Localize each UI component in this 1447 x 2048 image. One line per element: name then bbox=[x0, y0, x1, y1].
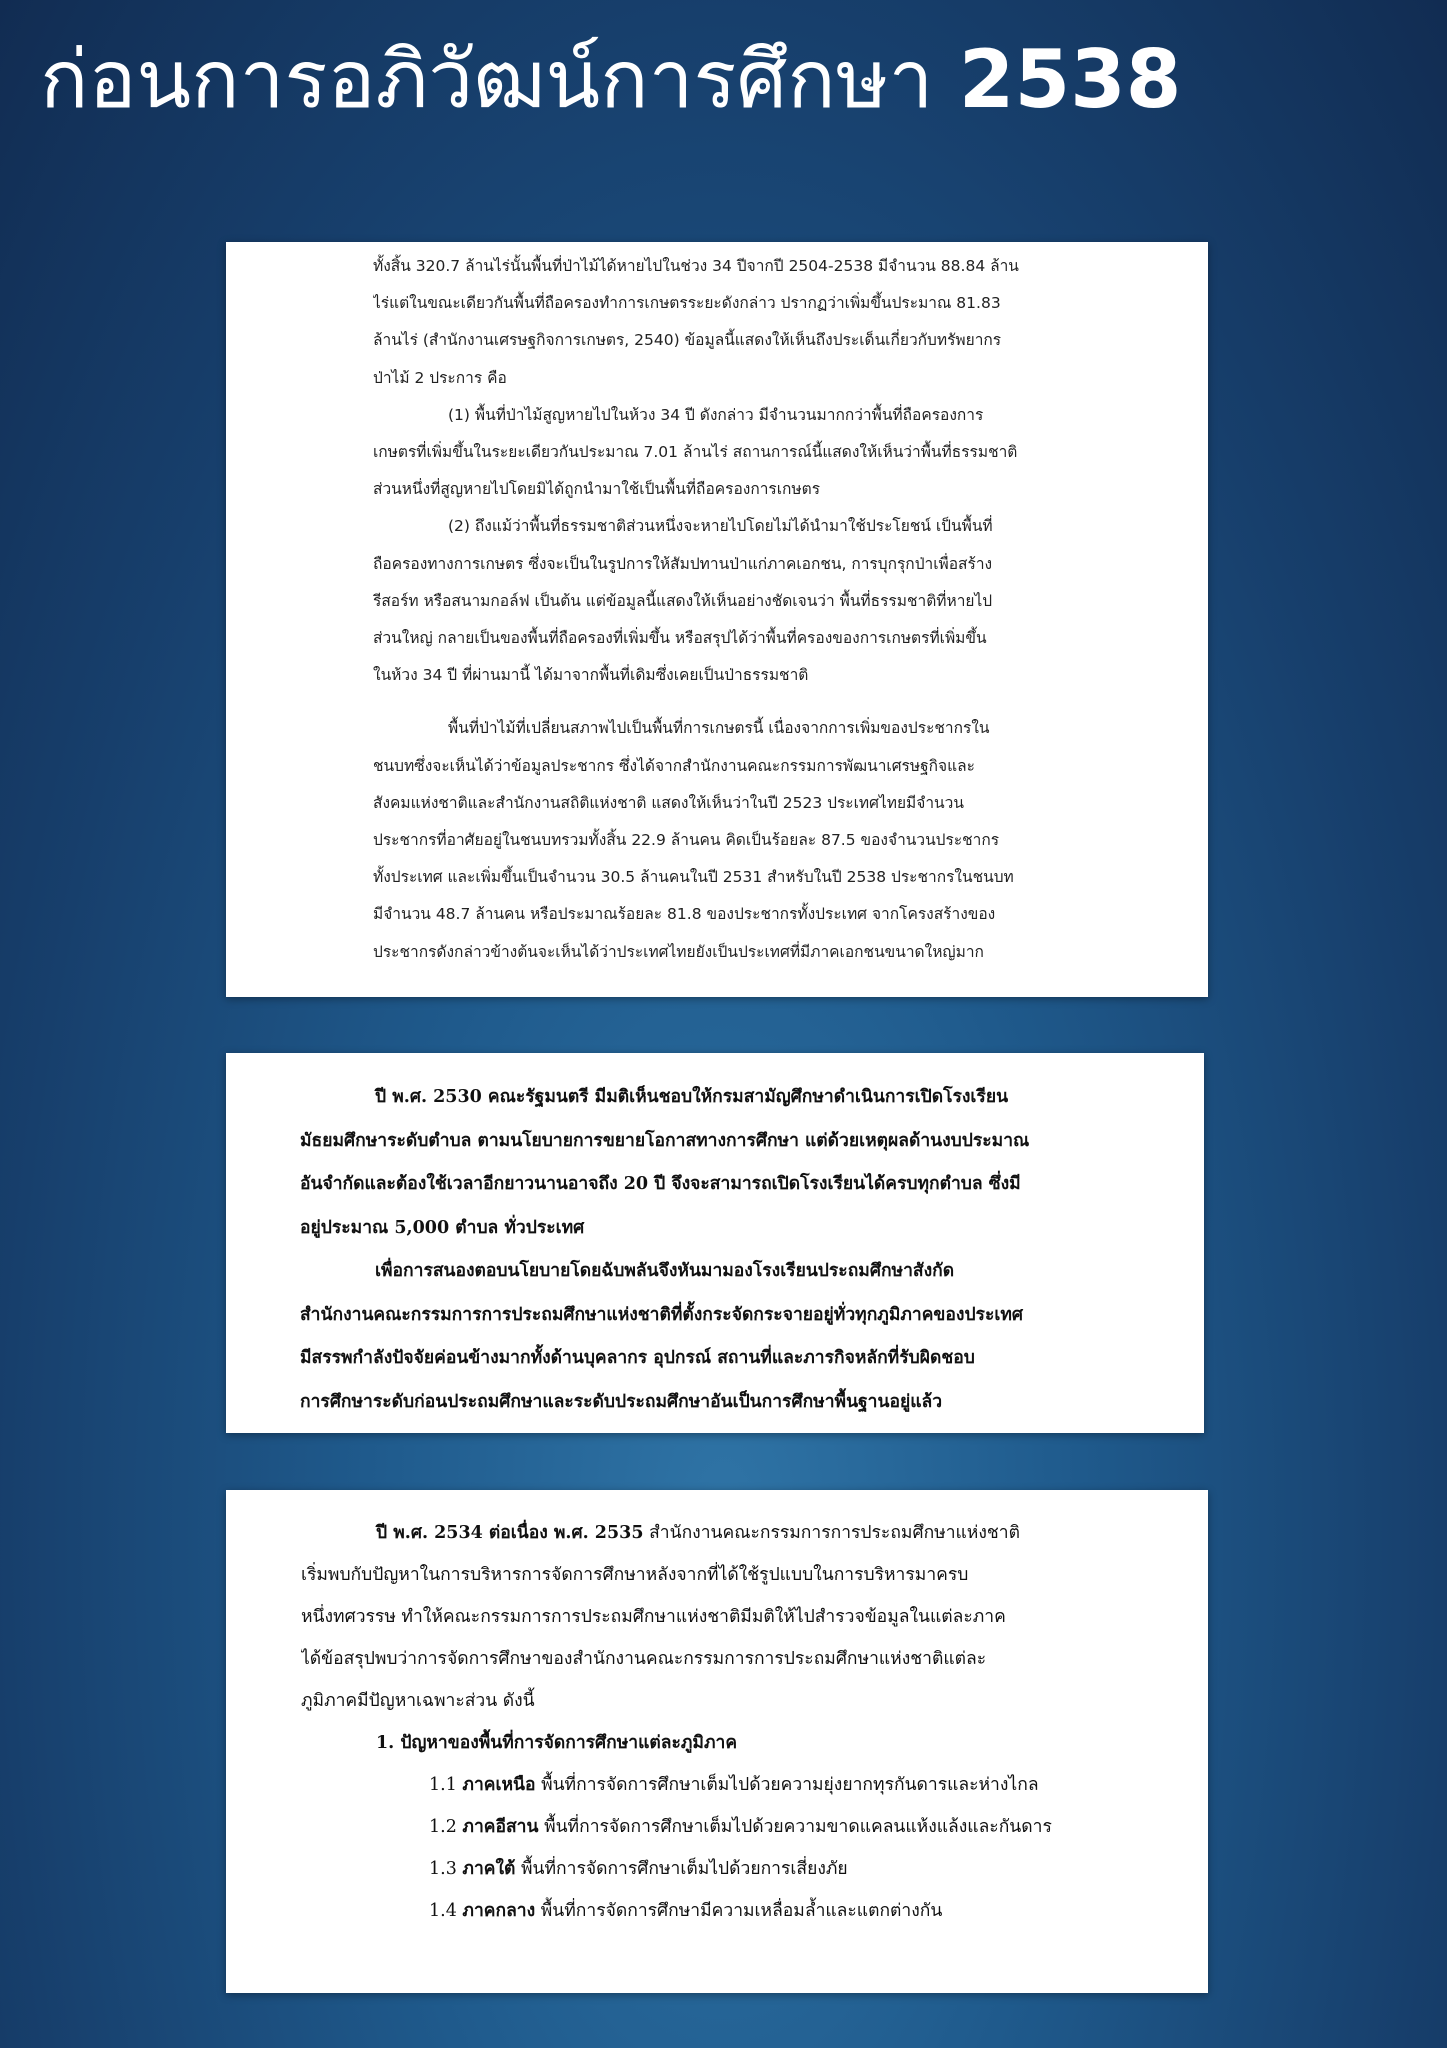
doc2-line: สำนักงานคณะกรรมการการประถมศึกษาแห่งชาติที่ตั้งกระจัดกระจายอยู่ทั่วทุกภูมิภาคของประเทศ bbox=[300, 1304, 1023, 1325]
item-number: 1.3 bbox=[429, 1859, 457, 1879]
doc1-line: สังคมแห่งชาติและสำนักงานสถิติแห่งชาติ แสดงให้เห็นว่าในปี 2523 ประเทศไทยมีจำนวน bbox=[373, 793, 964, 812]
doc1-line: ป่าไม้ 2 ประการ คือ bbox=[373, 368, 507, 387]
doc3-line: เริ่มพบกับปัญหาในการบริหารการจัดการศึกษาหลังจากที่ได้ใช้รูปแบบในการบริหารมาครบ bbox=[301, 1565, 969, 1585]
doc1-line: ไร่แต่ในขณะเดียวกันพื้นที่ถือครองทำการเกษตรระยะดังกล่าว ปรากฏว่าเพิ่มขึ้นประมาณ 81.83 bbox=[373, 294, 1001, 313]
doc2-line: มัธยมศึกษาระดับตำบล ตามนโยบายการขยายโอกาสทางการศึกษา แต่ด้วยเหตุผลด้านงบประมาณ bbox=[300, 1130, 1030, 1151]
item-text: พื้นที่การจัดการศึกษาเต็มไปด้วยความยุ่งยากทุรกันดารและห่างไกล bbox=[541, 1775, 1039, 1795]
item-number: 1.1 bbox=[429, 1775, 457, 1795]
doc3-line: ภูมิภาคมีปัญหาเฉพาะส่วน ดังนี้ bbox=[301, 1691, 535, 1711]
doc3-item bbox=[301, 1764, 1201, 1806]
page-title bbox=[40, 20, 1410, 140]
item-region: ภาคอีสาน bbox=[462, 1817, 539, 1837]
item-text: พื้นที่การจัดการศึกษามีความเหลื่อมล้ำและแตกต่างกัน bbox=[540, 1901, 943, 1921]
item-region: ภาคเหนือ bbox=[462, 1775, 536, 1795]
item-text: พื้นที่การจัดการศึกษาเต็มไปด้วยความขาดแคลนแห้งแล้งและกันดาร bbox=[544, 1817, 1052, 1837]
doc1-line: ส่วนหนึ่งที่สูญหายไปโดยมิได้ถูกนำมาใช้เป็นพื้นที่ถือครองการเกษตร bbox=[373, 480, 821, 499]
doc3-item bbox=[301, 1890, 1201, 1932]
doc1-line: ประชากรที่อาศัยอยู่ในชนบทรวมทั้งสิ้น 22.9 ล้านคน คิดเป็นร้อยละ 87.5 ของจำนวนประชากร bbox=[373, 831, 1000, 850]
document-excerpt-forest-population bbox=[226, 242, 1208, 997]
doc1-line: ถือครองทางการเกษตร ซึ่งจะเป็นในรูปการให้สัมปทานป่าแก่ภาคเอกชน, การบุกรุกป่าเพื่อสร้าง bbox=[373, 554, 993, 573]
title-year: 2538 bbox=[958, 33, 1182, 126]
doc1-line: ทั้งประเทศ และเพิ่มขึ้นเป็นจำนวน 30.5 ล้านคนในปี 2531 สำหรับในปี 2538 ประชากรในชนบท bbox=[373, 868, 1014, 887]
doc1-line: ประชากรดังกล่าวข้างต้นจะเห็นได้ว่าประเทศไทยยังเป็นประเทศที่มีภาคเอกชนขนาดใหญ่มาก bbox=[373, 942, 984, 961]
title-text: ก่อนการอภิวัฒน์การศึกษา bbox=[40, 33, 934, 126]
doc3-line: หนึ่งทศวรรษ ทำให้คณะกรรมการการประถมศึกษาแห่งชาติมีมติให้ไปสำรวจข้อมูลในแต่ละภาค bbox=[301, 1607, 1006, 1627]
doc1-line: มีจำนวน 48.7 ล้านคน หรือประมาณร้อยละ 81.8 ของประชากรทั้งประเทศ จากโครงสร้างของ bbox=[373, 905, 996, 924]
item-text: พื้นที่การจัดการศึกษาเต็มไปด้วยการเสี่ยงภัย bbox=[520, 1859, 848, 1879]
item-region: ภาคกลาง bbox=[462, 1901, 536, 1921]
doc1-line: ส่วนใหญ่ กลายเป็นของพื้นที่ถือครองที่เพิ่มขึ้น หรือสรุปได้ว่าพื้นที่ครองของการเกษตรที่เพิ่มขึ้น bbox=[373, 629, 987, 648]
doc2-line: อันจำกัดและต้องใช้เวลาอีกยาวนานอาจถึง 20 ปี จึงจะสามารถเปิดโรงเรียนได้ครบทุกตำบล ซึ่งมี bbox=[300, 1174, 1021, 1194]
doc1-line: เกษตรที่เพิ่มขึ้นในระยะเดียวกันประมาณ 7.01 ล้านไร่ สถานการณ์นี้แสดงให้เห็นว่าพื้นที่ธรรมชาติ bbox=[373, 443, 1018, 462]
doc1-line: ทั้งสิ้น 320.7 ล้านไร่นั้นพื้นที่ป่าไม้ได้หายไปในช่วง 34 ปีจากปี 2504-2538 มีจำนวน 88.84 ล้าน bbox=[373, 257, 1019, 275]
doc3-item bbox=[301, 1848, 1201, 1890]
item-number: 1.4 bbox=[429, 1901, 457, 1921]
doc2-line: เพื่อการสนองตอบนโยบายโดยฉับพลันจึงหันมามองโรงเรียนประถมศึกษาสังกัด bbox=[375, 1261, 955, 1281]
doc3-item bbox=[301, 1806, 1201, 1848]
doc1-line: ล้านไร่ (สำนักงานเศรษฐกิจการเกษตร, 2540) ข้อมูลนี้แสดงให้เห็นถึงประเด็นเกี่ยวกับทรัพยากร bbox=[373, 331, 1002, 350]
doc1-line: (1) พื้นที่ป่าไม้สูญหายไปในห้วง 34 ปี ดังกล่าว มีจำนวนมากกว่าพื้นที่ถือครองการ bbox=[448, 405, 984, 424]
doc1-line: ในห้วง 34 ปี ที่ผ่านมานี้ ได้มาจากพื้นที่เดิมซึ่งเคยเป็นป่าธรรมชาติ bbox=[373, 666, 809, 685]
doc2-line: การศึกษาระดับก่อนประถมศึกษาและระดับประถมศึกษาอันเป็นการศึกษาพื้นฐานอยู่แล้ว bbox=[300, 1391, 943, 1412]
doc3-heading: 1. ปัญหาของพื้นที่การจัดการศึกษาแต่ละภูมิภาค bbox=[376, 1733, 738, 1753]
item-number: 1.2 bbox=[429, 1817, 457, 1837]
doc2-line: อยู่ประมาณ 5,000 ตำบล ทั่วประเทศ bbox=[300, 1217, 585, 1238]
doc2-line: มีสรรพกำลังปัจจัยค่อนข้างมากทั้งด้านบุคลากร อุปกรณ์ สถานที่และภารกิจหลักที่รับผิดชอบ bbox=[300, 1348, 975, 1368]
doc3-line: ได้ข้อสรุปพบว่าการจัดการศึกษาของสำนักงานคณะกรรมการการประถมศึกษาแห่งชาติแต่ละ bbox=[301, 1649, 987, 1669]
item-region: ภาคใต้ bbox=[462, 1859, 516, 1879]
document-excerpt-2530 bbox=[226, 1053, 1204, 1433]
doc3-lead-bold: ปี พ.ศ. 2534 ต่อเนื่อง พ.ศ. 2535 bbox=[376, 1523, 644, 1543]
doc2-line: ปี พ.ศ. 2530 คณะรัฐมนตรี มีมติเห็นชอบให้กรมสามัญศึกษาดำเนินการเปิดโรงเรียน bbox=[375, 1087, 1009, 1107]
doc3-lead-line bbox=[301, 1512, 1201, 1554]
document-excerpt-2534 bbox=[226, 1490, 1208, 1993]
doc3-lead-rest: สำนักงานคณะกรรมการการประถมศึกษาแห่งชาติ bbox=[649, 1523, 1020, 1543]
doc1-line: ชนบทซึ่งจะเห็นได้ว่าข้อมูลประชากร ซึ่งได้จากสำนักงานคณะกรรมการพัฒนาเศรษฐกิจและ bbox=[373, 756, 975, 775]
doc1-line: พื้นที่ป่าไม้ที่เปลี่ยนสภาพไปเป็นพื้นที่การเกษตรนี้ เนื่องจากการเพิ่มของประชากรใน bbox=[448, 719, 990, 738]
doc1-line: รีสอร์ท หรือสนามกอล์ฟ เป็นต้น แต่ข้อมูลนี้แสดงให้เห็นอย่างชัดเจนว่า พื้นที่ธรรมชาติที่หายไป bbox=[373, 591, 993, 610]
doc1-line: (2) ถึงแม้ว่าพื้นที่ธรรมชาติส่วนหนึ่งจะหายไปโดยไม่ได้นำมาใช้ประโยชน์ เป็นพื้นที่ bbox=[448, 517, 993, 536]
